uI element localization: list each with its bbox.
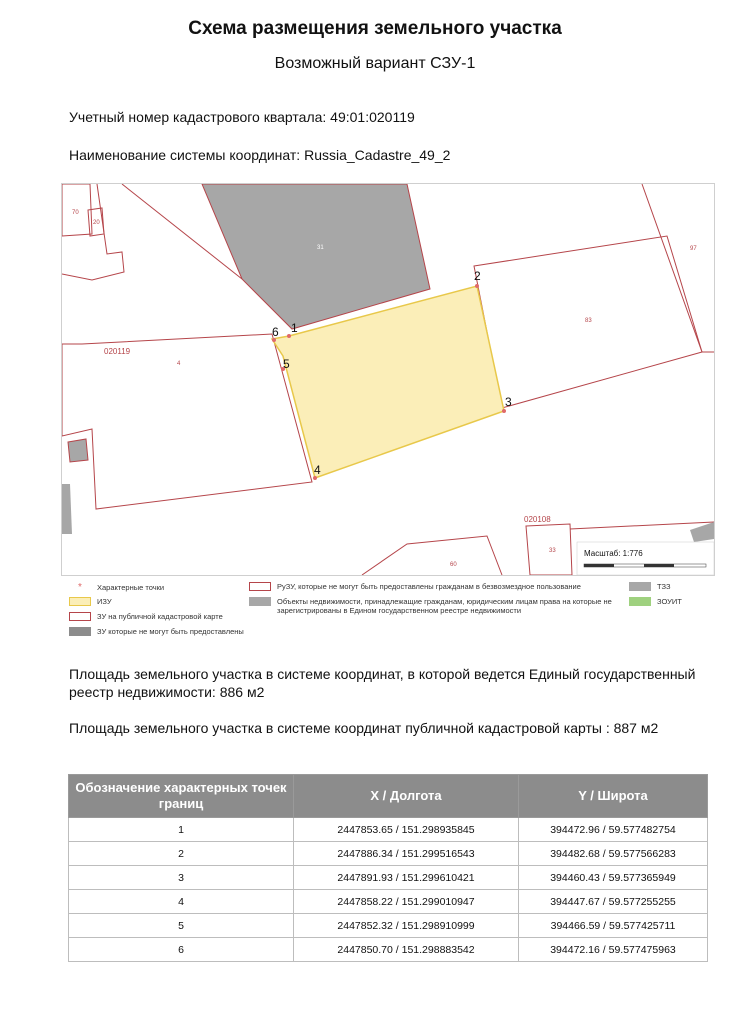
header-point: Обозначение характерных точек границ <box>69 775 294 818</box>
parcel-60-outline <box>362 536 502 575</box>
point-label-5: 5 <box>283 357 290 371</box>
legend-objects-swatch <box>249 597 271 606</box>
legend-ruzu <box>249 582 581 591</box>
cell-point: 2 <box>69 842 294 866</box>
parcel-top-left-outline <box>62 184 124 280</box>
legend-zu-public <box>69 612 223 621</box>
coordinates-table <box>68 774 708 962</box>
scale-bar-segment <box>584 564 614 567</box>
page-title: Схема размещения земельного участка <box>188 18 562 39</box>
cell-point: 6 <box>69 938 294 962</box>
header-y: Y / Широта <box>519 775 708 818</box>
parcel-label-33: 33 <box>549 548 556 554</box>
legend-zu-not-label: ЗУ которые не могут быть предоставлены <box>97 627 244 636</box>
point-2-marker <box>475 284 479 288</box>
area-public-text: Площадь земельного участка в системе координат публичной кадастровой карты : 887 м2 <box>69 720 659 736</box>
point-label-2: 2 <box>474 269 481 283</box>
legend-tzz-swatch <box>629 582 651 591</box>
map-legend <box>61 582 715 642</box>
table-row <box>69 818 708 842</box>
area-egrn-text: Площадь земельного участка в системе координат, в которой ведется Единый государственный реестр недвижимости: 886 м2 <box>69 666 696 700</box>
legend-zouit <box>629 597 682 606</box>
cell-x: 2447886.34 / 151.299516543 <box>294 842 519 866</box>
legend-izu-label: ИЗУ <box>97 597 112 606</box>
parcel-label-4: 4 <box>177 361 181 367</box>
cell-x: 2447891.93 / 151.299610421 <box>294 866 519 890</box>
legend-zouit-label: ЗОУИТ <box>657 597 682 606</box>
cadastral-map <box>61 183 715 576</box>
legend-points <box>69 582 164 593</box>
legend-objects-label: Объекты недвижимости, принадлежащие гражданам, юридическим лицам права на которые не зарегистрированы в Едином государственном реестре недвижимости <box>277 597 612 615</box>
legend-tzz-label: ТЗЗ <box>657 582 671 591</box>
parcel-label-20: 20 <box>93 220 100 226</box>
cell-y: 394472.16 / 59.577475963 <box>519 938 708 962</box>
quarter-label-020108: 020108 <box>524 515 551 524</box>
cell-y: 394472.96 / 59.577482754 <box>519 818 708 842</box>
legend-zu-public-swatch <box>69 612 91 621</box>
parcel-97-outline <box>642 184 714 352</box>
parcel-4-outline <box>62 334 312 509</box>
coordinate-system-line: Наименование системы координат: Russia_Cadastre_49_2 <box>69 147 451 163</box>
parcel-label-83: 83 <box>585 318 592 324</box>
parcel-label-97: 97 <box>690 246 697 252</box>
cell-y: 394460.43 / 59.577365949 <box>519 866 708 890</box>
legend-izu <box>69 597 112 606</box>
cell-y: 394466.59 / 59.577425711 <box>519 914 708 938</box>
cell-point: 1 <box>69 818 294 842</box>
legend-zu-public-label: ЗУ на публичной кадастровой карте <box>97 612 223 621</box>
legend-ruzu-label: РуЗУ, которые не могут быть предоставлены гражданам в безвозмездное пользование <box>277 582 581 591</box>
table-row <box>69 842 708 866</box>
grey-strip-small <box>68 439 88 462</box>
page-subtitle: Возможный вариант СЗУ-1 <box>274 55 476 72</box>
scale-bar-segment <box>644 564 674 567</box>
parcel-label-31: 31 <box>317 245 324 251</box>
table-row <box>69 890 708 914</box>
quarter-label-020119: 020119 <box>104 347 131 356</box>
cell-x: 2447850.70 / 151.298883542 <box>294 938 519 962</box>
legend-zu-not-swatch <box>69 627 91 636</box>
cell-x: 2447858.22 / 151.299010947 <box>294 890 519 914</box>
grey-strip-left <box>62 484 72 534</box>
point-label-6: 6 <box>272 325 279 339</box>
cell-point: 3 <box>69 866 294 890</box>
parcel-label-60: 60 <box>450 562 457 568</box>
cell-x: 2447852.32 / 151.298910999 <box>294 914 519 938</box>
legend-ruzu-swatch <box>249 582 271 591</box>
cadastral-quarter-line: Учетный номер кадастрового квартала: 49:01:020119 <box>69 109 415 125</box>
scale-box <box>577 542 714 575</box>
cell-y: 394482.68 / 59.577566283 <box>519 842 708 866</box>
point-3-marker <box>502 409 506 413</box>
parcel-label-70: 70 <box>72 210 79 216</box>
cell-y: 394447.67 / 59.577255255 <box>519 890 708 914</box>
point-label-4: 4 <box>314 463 321 477</box>
cell-point: 4 <box>69 890 294 914</box>
legend-objects <box>249 597 629 615</box>
legend-izu-swatch <box>69 597 91 606</box>
legend-zu-not <box>69 627 244 636</box>
legend-points-label: Характерные точки <box>97 583 165 592</box>
map-canvas <box>62 184 714 575</box>
table-header-row <box>69 775 708 818</box>
point-label-3: 3 <box>505 395 512 409</box>
legend-zouit-swatch <box>629 597 651 606</box>
scale-label: Масштаб: 1:776 <box>584 549 643 558</box>
legend-point-icon: * <box>78 582 82 593</box>
cell-x: 2447853.65 / 151.298935845 <box>294 818 519 842</box>
parcel-bottom-right-outline <box>570 522 714 529</box>
table-row <box>69 866 708 890</box>
cell-point: 5 <box>69 914 294 938</box>
legend-tzz <box>629 582 671 591</box>
point-label-1: 1 <box>291 321 298 335</box>
table-row <box>69 914 708 938</box>
table-row <box>69 938 708 962</box>
grey-strip-right <box>690 522 714 542</box>
header-x: X / Долгота <box>294 775 519 818</box>
